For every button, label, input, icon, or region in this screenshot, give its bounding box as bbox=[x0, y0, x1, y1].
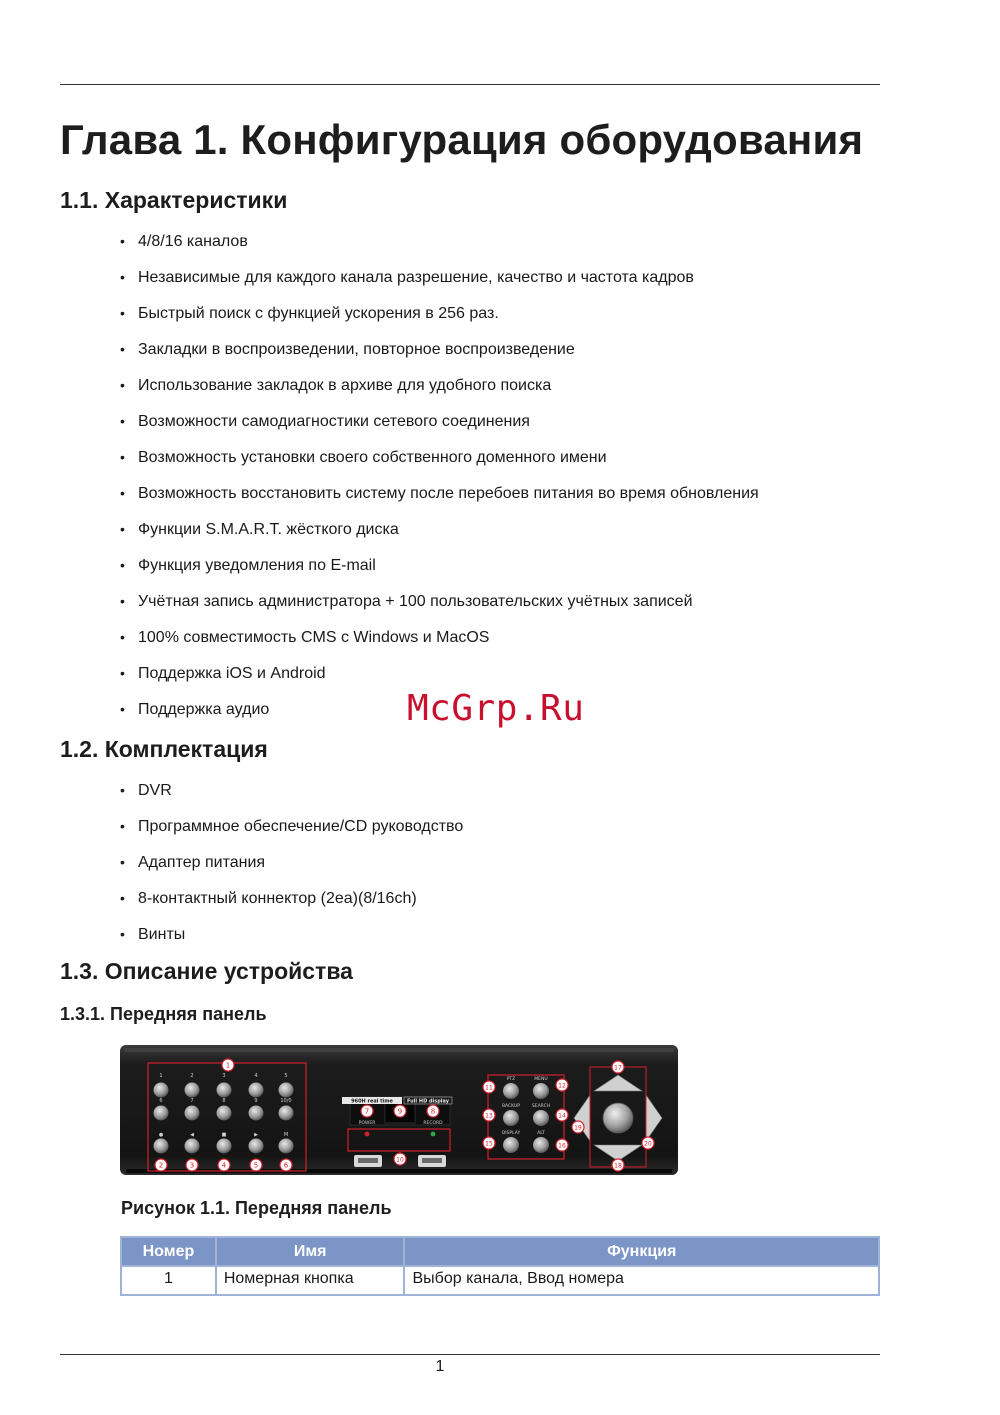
callout-number: 14 bbox=[558, 1112, 566, 1120]
channel-label: 4 bbox=[254, 1073, 258, 1079]
channel-label: 7 bbox=[190, 1098, 194, 1104]
header-rule bbox=[60, 84, 880, 85]
function-label: BACKUP bbox=[501, 1104, 521, 1109]
list-item: • Поддержка iOS и Android bbox=[120, 664, 880, 700]
callout-number: 12 bbox=[558, 1082, 566, 1090]
callout-number: 11 bbox=[485, 1084, 493, 1092]
function-label: ALT bbox=[537, 1131, 545, 1136]
footer-rule bbox=[60, 1354, 880, 1355]
channel-label: 2 bbox=[190, 1073, 194, 1079]
record-label: RECORD bbox=[423, 1121, 443, 1126]
list-item: • Использование закладок в архиве для удобного поиска bbox=[120, 376, 880, 412]
callout-number: 2 bbox=[158, 1161, 164, 1170]
list-item: • Винты bbox=[120, 925, 880, 961]
function-table bbox=[120, 1236, 880, 1296]
record-led bbox=[431, 1132, 436, 1137]
package-list bbox=[120, 781, 880, 961]
playback-symbol: ◀ bbox=[190, 1132, 194, 1138]
callout-number: 20 bbox=[644, 1140, 652, 1148]
function-label: SEARCH bbox=[531, 1104, 551, 1109]
callout-number: 7 bbox=[364, 1107, 370, 1116]
callout-number: 9 bbox=[397, 1107, 403, 1116]
channel-label: 1 bbox=[159, 1073, 163, 1079]
callout-number: 18 bbox=[614, 1162, 622, 1170]
list-item: • Функции S.M.A.R.T. жёсткого диска bbox=[120, 520, 880, 556]
function-label: MENU bbox=[534, 1077, 548, 1082]
figure-caption: Рисунок 1.1. Передняя панель bbox=[121, 1198, 392, 1218]
callout-number: 13 bbox=[485, 1112, 493, 1120]
callout-number: 1 bbox=[225, 1061, 231, 1070]
function-label: PTZ bbox=[506, 1077, 516, 1082]
page-number: 1 bbox=[435, 1358, 445, 1375]
list-item: • Независимые для каждого канала разрешение, качество и частота кадров bbox=[120, 268, 880, 304]
list-item: • Функция уведомления по E-mail bbox=[120, 556, 880, 592]
table-header-name: Имя bbox=[216, 1237, 405, 1266]
table-header-row bbox=[121, 1237, 879, 1266]
list-item: • Учётная запись администратора + 100 пользовательских учётных записей bbox=[120, 592, 880, 628]
list-item: • 8-контактный коннектор (2ea)(8/16ch) bbox=[120, 889, 880, 925]
list-item: • 100% совместимость CMS с Windows и MacOS bbox=[120, 628, 880, 664]
display-bar-label: 960H real time bbox=[351, 1098, 393, 1105]
list-item: • Программное обеспечение/CD руководство bbox=[120, 817, 880, 853]
playback-symbol: M bbox=[283, 1132, 289, 1138]
channel-label: 9 bbox=[254, 1098, 258, 1104]
callout-number: 8 bbox=[430, 1107, 436, 1116]
channel-label: 3 bbox=[222, 1073, 226, 1079]
list-item: • Возможности самодиагностики сетевого соединения bbox=[120, 412, 880, 448]
chapter-title: Глава 1. Конфигурация оборудования bbox=[60, 116, 864, 163]
list-item: • Поддержка аудио bbox=[120, 700, 880, 736]
section-title-features: 1.1. Характеристики bbox=[60, 187, 288, 213]
playback-symbol: ▶ bbox=[254, 1132, 258, 1138]
table-cell-number: 1 bbox=[121, 1266, 216, 1295]
callout-number: 15 bbox=[485, 1140, 493, 1148]
watermark: McGrp.Ru bbox=[407, 688, 585, 729]
function-label: DISPLAY bbox=[501, 1131, 521, 1136]
channel-label: 5 bbox=[284, 1073, 288, 1079]
playback-symbol: ● bbox=[158, 1132, 164, 1138]
dvr-front-panel-image bbox=[120, 1045, 678, 1175]
display-bar-label: Full HD display bbox=[406, 1098, 450, 1105]
list-item: • 4/8/16 каналов bbox=[120, 232, 880, 268]
callout-number: 4 bbox=[221, 1161, 227, 1170]
callout-number: 3 bbox=[189, 1161, 195, 1170]
channel-label: 10/0 bbox=[280, 1098, 292, 1104]
table-header-number: Номер bbox=[121, 1237, 216, 1266]
channel-label: 6 bbox=[159, 1098, 163, 1104]
callout-number: 17 bbox=[614, 1064, 622, 1072]
callout-number: 16 bbox=[558, 1142, 566, 1150]
channel-label: 8 bbox=[222, 1098, 226, 1104]
playback-symbol: ■ bbox=[221, 1132, 227, 1138]
callout-number: 6 bbox=[283, 1161, 289, 1170]
joystick-center-icon bbox=[603, 1103, 633, 1133]
list-item: • Адаптер питания bbox=[120, 853, 880, 889]
power-led bbox=[365, 1132, 370, 1137]
power-label: POWER bbox=[358, 1121, 376, 1126]
table-cell-name: Номерная кнопка bbox=[216, 1266, 405, 1295]
callout-number: 5 bbox=[253, 1161, 259, 1170]
subsection-title-front-panel: 1.3.1. Передняя панель bbox=[60, 1004, 267, 1024]
section-title-description: 1.3. Описание устройства bbox=[60, 958, 353, 984]
table-cell-function: Выбор канала, Ввод номера bbox=[404, 1266, 879, 1295]
section-title-package: 1.2. Комплектация bbox=[60, 736, 268, 762]
features-list bbox=[120, 232, 880, 736]
table-header-function: Функция bbox=[404, 1237, 879, 1266]
table-row bbox=[121, 1266, 879, 1295]
list-item: • Быстрый поиск с функцией ускорения в 256 раз. bbox=[120, 304, 880, 340]
list-item: • Возможность восстановить систему после перебоев питания во время обновления bbox=[120, 484, 880, 520]
list-item: • Закладки в воспроизведении, повторное воспроизведение bbox=[120, 340, 880, 376]
callout-number: 10 bbox=[396, 1156, 404, 1164]
display-info-bar bbox=[342, 1097, 452, 1105]
callout-number: 19 bbox=[574, 1124, 582, 1132]
list-item: • DVR bbox=[120, 781, 880, 817]
list-item: • Возможность установки своего собственного доменного имени bbox=[120, 448, 880, 484]
